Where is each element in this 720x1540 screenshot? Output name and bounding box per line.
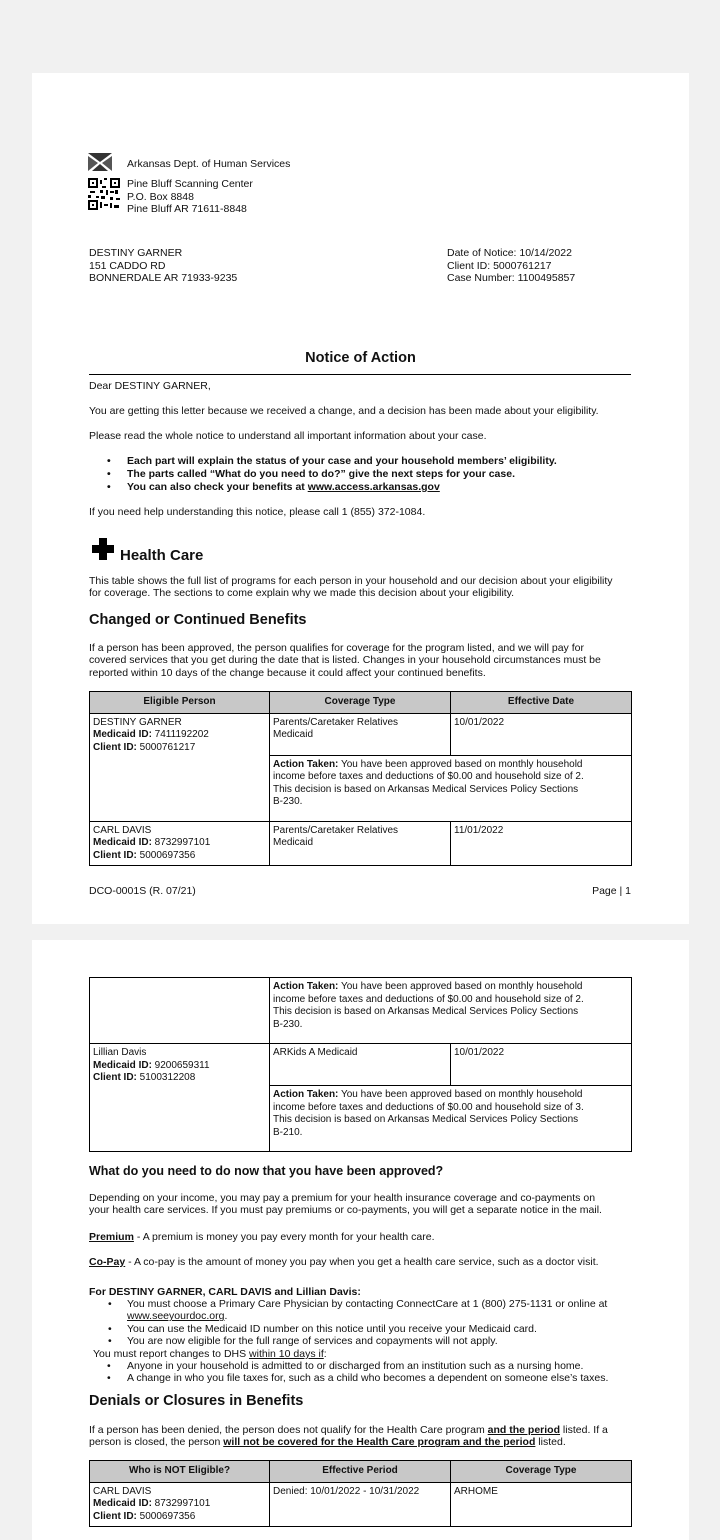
person-medicaid-id: Medicaid ID: 7411192202 [93,729,209,740]
title-divider [89,374,631,375]
person-name: CARL DAVIS [93,824,152,836]
notice-date: Date of Notice: 10/14/2022 [447,247,572,259]
column-header: Effective Period [270,1461,451,1483]
notice-info [447,247,575,285]
seeyourdoc-link[interactable]: www.seeyourdoc.org [127,1310,225,1323]
table-header-row [90,1461,632,1483]
table-row [90,821,632,866]
person-name: DESTINY GARNER [93,716,182,728]
recipient-city: BONNERDALE AR 71933-9235 [89,272,238,284]
approved-next-steps-heading: What do you need to do now that you have been approved? [89,1164,444,1178]
report-changes-text: You must report changes to DHS within 10 days if: [93,1348,327,1360]
health-care-heading: Health Care [120,547,204,564]
coverage-type-cell: Parents/Caretaker Relatives Medicaid [270,713,451,755]
read-notice-paragraph: Please read the whole notice to understand all important information about your case. [89,430,487,442]
table-row [90,1044,632,1086]
key-points-list [89,455,649,494]
eligibility-table-continued [89,977,632,1152]
notice-page-1 [32,73,689,924]
health-intro-line: for coverage. The sections to come explain why we made this decision about your eligibility. [89,587,515,599]
agency-center: Pine Bluff Scanning Center [127,178,253,190]
eligibility-table [89,691,632,866]
person-medicaid-id: Medicaid ID: 8732997101 [93,837,211,848]
coverage-type-cell: ARHOME [451,1482,632,1527]
effective-date-cell: 10/01/2022 [451,1044,632,1086]
changed-benefits-heading: Changed or Continued Benefits [89,612,307,628]
person-client-id: Client ID: 5000761217 [93,741,196,753]
page-number: Page | 1 [592,885,631,897]
notice-title: Notice of Action [305,350,416,366]
report-item: • Anyone in your household is admitted to or discharged from an institution such as a nursing home. [89,1360,649,1372]
approved-paragraph: Depending on your income, you may pay a premium for your health insurance coverage and co-payments on your health care services. If you must pay premiums or co-payments, you will get a separate notice in the mail. [89,1192,602,1217]
health-intro [89,575,613,599]
column-header: Who is NOT Eligible? [90,1461,270,1483]
eligible-person-cell [90,713,270,821]
eligible-person-cell [90,1044,270,1152]
premium-term: Premium [89,1231,134,1243]
column-header: Eligible Person [90,692,270,714]
intro-paragraph: You are getting this letter because we received a change, and a decision has been made about your eligibility. [89,405,599,417]
key-point [89,481,649,494]
table-header-row [90,692,632,714]
effective-period-cell: Denied: 10/01/2022 - 10/31/2022 [270,1482,451,1527]
denials-intro: If a person has been denied, the person does not qualify for the Health Care program and the period listed. If a person is closed, the person will not be covered for the Health Care program and the period listed. [89,1424,608,1449]
person-name: Lillian Davis [93,1047,147,1058]
copay-term: Co-Pay [89,1256,126,1268]
recipient-street: 151 CADDO RD [89,259,166,272]
changed-intro-line: reported within 10 days of the change because it could affect your continued benefits. [89,666,486,679]
premium-definition: Premium - A premium is money you pay every month for your health care. [89,1231,435,1243]
report-changes-list [89,1360,649,1385]
changed-intro-line: If a person has been approved, the person qualifies for coverage for the program listed, and we will pay for [89,642,584,654]
recipient-name: DESTINY GARNER [89,247,183,259]
requirement-item: • You are now eligible for the full range of services and copayments will not apply. [89,1335,649,1347]
health-intro-line: This table shows the full list of programs for each person in your household and our decision about your eligibility [89,575,613,587]
access-arkansas-link[interactable]: www.access.arkansas.gov [307,481,440,493]
notice-case-number: Case Number: 1100495857 [447,272,576,284]
agency-pobox: P.O. Box 8848 [127,190,194,203]
person-client-id: Client ID: 5100312208 [93,1072,196,1083]
person-name: CARL DAVIS [93,1485,152,1497]
changed-intro-line: covered services that you get during the date that is listed. Changes in your household circumstances must be [89,654,601,667]
key-point: • The parts called “What do you need to do?” give the next steps for your case. [89,468,649,481]
coverage-type-cell: Parents/Caretaker Relatives Medicaid [270,821,451,866]
denials-table [89,1460,632,1527]
eligible-person-cell-empty [90,978,270,1044]
household-heading: For DESTINY GARNER, CARL DAVIS and Lillian Davis: [89,1286,361,1298]
report-item: • A change in who you file taxes for, such as a child who becomes a dependent on someone else’s taxes. [89,1372,649,1384]
help-text: If you need help understanding this notice, please call 1 (855) 372-1084. [89,506,426,518]
effective-date-cell: 10/01/2022 [451,713,632,755]
notice-client-id: Client ID: 5000761217 [447,259,552,272]
person-client-id: Client ID: 5000697356 [93,849,196,861]
qr-code-icon [88,178,120,210]
action-taken-cell: Action Taken: You have been approved based on monthly household income before taxes and deductions of $0.00 and household size of 3. This decision is based on Arkansas Medical Services Policy Sections B-210. [270,1086,632,1152]
dhs-logo-icon [88,153,112,171]
medical-cross-icon [92,538,114,560]
agency-name: Arkansas Dept. of Human Services [127,158,291,170]
salutation: Dear DESTINY GARNER, [89,380,211,392]
key-point-text: You can also check your benefits at [127,481,308,493]
requirement-item: • You must choose a Primary Care Physician by contacting ConnectCare at 1 (800) 275-1131 or online at www.seeyourdoc.org. [89,1298,649,1323]
coverage-type-cell: ARKids A Medicaid [270,1044,451,1086]
column-header: Coverage Type [270,692,451,714]
person-medicaid-id: Medicaid ID: 9200659311 [93,1059,210,1071]
agency-city: Pine Bluff AR 71611-8848 [127,203,247,215]
person-medicaid-id: Medicaid ID: 8732997101 [93,1498,211,1509]
effective-date-cell: 11/01/2022 [451,821,632,866]
form-number: DCO-0001S (R. 07/21) [89,885,196,897]
agency-address [127,178,253,216]
denials-heading: Denials or Closures in Benefits [89,1393,304,1409]
eligible-person-cell [90,821,270,866]
column-header: Coverage Type [451,1461,632,1483]
requirement-item: • You can use the Medicaid ID number on this notice until you receive your Medicaid card. [89,1323,649,1335]
column-header: Effective Date [451,692,632,714]
action-taken-cell: Action Taken: You have been approved based on monthly household income before taxes and deductions of $0.00 and household size of 2. This decision is based on Arkansas Medical Services Policy Sections B-230. [270,978,632,1044]
key-point: • Each part will explain the status of your case and your household members’ eligibility. [89,455,649,468]
changed-benefits-intro [89,642,601,679]
requirements-list [89,1298,649,1347]
notice-page-2 [32,940,689,1540]
recipient-address [89,247,237,285]
copay-definition: Co-Pay - A co-pay is the amount of money you pay when you get a health care service, such as a doctor visit. [89,1256,599,1268]
person-client-id: Client ID: 5000697356 [93,1510,196,1522]
table-row [90,978,632,1044]
action-taken-cell: Action Taken: You have been approved based on monthly household income before taxes and deductions of $0.00 and household size of 2. This decision is based on Arkansas Medical Services Policy Sections B-230. [270,755,632,821]
table-row [90,713,632,755]
